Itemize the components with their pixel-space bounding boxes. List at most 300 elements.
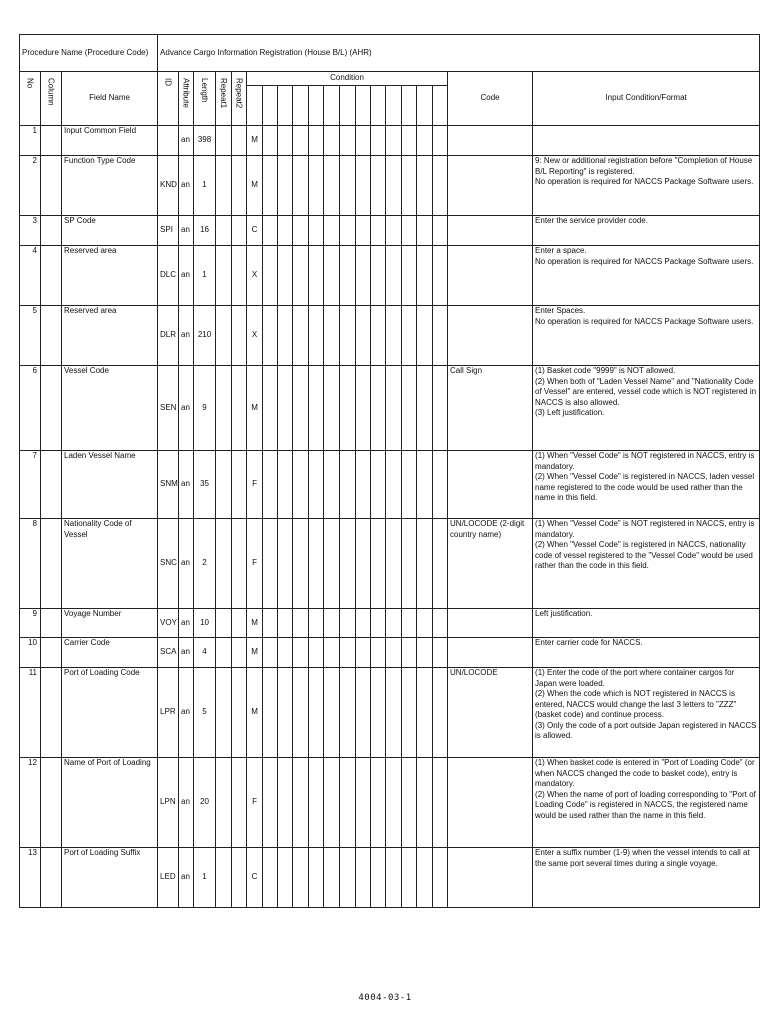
- input-condition-format: [533, 366, 760, 451]
- field-length: 2: [194, 519, 216, 609]
- condition-cell: [324, 451, 340, 519]
- input-condition-format: [533, 668, 760, 758]
- format-line: No operation is required for NACCS Package Software users.: [535, 177, 754, 186]
- condition-cell: [386, 848, 402, 908]
- repeat1-cell: [216, 638, 232, 668]
- condition-cell: [356, 156, 371, 216]
- condition-cell: [402, 848, 417, 908]
- field-spec-table: [19, 34, 760, 908]
- condition-value: M: [247, 668, 263, 758]
- table-row: [20, 156, 760, 216]
- condition-cell: [278, 668, 293, 758]
- condition-cell: [340, 246, 356, 306]
- repeat2-cell: [232, 668, 247, 758]
- condition-cell: [324, 758, 340, 848]
- field-length: 35: [194, 451, 216, 519]
- row-number: 8: [20, 519, 41, 609]
- format-line: (2) When "Vessel Code" is registered in NACCS, nationality code of vessel registered to the "Vessel Code" would be used rather than the code in this field.: [535, 540, 753, 570]
- field-id: [158, 126, 179, 156]
- column-cell: [41, 758, 62, 848]
- repeat2-cell: [232, 306, 247, 366]
- field-id: SNM: [158, 451, 179, 519]
- condition-cell: [371, 451, 386, 519]
- condition-cell: [324, 126, 340, 156]
- condition-cell: [293, 758, 309, 848]
- condition-cell: [263, 366, 278, 451]
- field-attribute: an: [179, 609, 194, 638]
- column-cell: [41, 519, 62, 609]
- table-row: [20, 306, 760, 366]
- condition-cell: [371, 246, 386, 306]
- condition-cell: [417, 366, 433, 451]
- condition-cell: [309, 848, 324, 908]
- condition-cell: [340, 848, 356, 908]
- row-number: 7: [20, 451, 41, 519]
- column-cell: [41, 638, 62, 668]
- row-number: 12: [20, 758, 41, 848]
- condition-cell: [278, 366, 293, 451]
- condition-cell: [340, 126, 356, 156]
- condition-cell: [356, 246, 371, 306]
- code-cell: [448, 609, 533, 638]
- field-length: 1: [194, 156, 216, 216]
- condition-value: F: [247, 758, 263, 848]
- input-condition-format: [533, 519, 760, 609]
- condition-cell: [309, 609, 324, 638]
- repeat1-cell: [216, 848, 232, 908]
- condition-cell: [371, 609, 386, 638]
- page-number: 4004-03-1: [358, 993, 412, 1003]
- table-row: [20, 451, 760, 519]
- row-number: 5: [20, 306, 41, 366]
- repeat2-cell: [232, 758, 247, 848]
- col-header-input-condition: Input Condition/Format: [533, 72, 760, 126]
- condition-cell: [293, 668, 309, 758]
- condition-cell: [356, 668, 371, 758]
- table-row: [20, 246, 760, 306]
- table-row: [20, 609, 760, 638]
- column-cell: [41, 848, 62, 908]
- col-header-field-name: Field Name: [62, 72, 158, 126]
- condition-value: M: [247, 126, 263, 156]
- condition-cell: [433, 246, 448, 306]
- field-length: 1: [194, 246, 216, 306]
- condition-cell: [386, 519, 402, 609]
- table-row: [20, 638, 760, 668]
- field-id: SCA: [158, 638, 179, 668]
- input-condition-format: [533, 451, 760, 519]
- repeat2-cell: [232, 126, 247, 156]
- condition-cell: [386, 609, 402, 638]
- format-line: 9: New or additional registration before "Completion of House B/L Reporting" is registered.: [535, 156, 753, 176]
- table-row: [20, 366, 760, 451]
- code-cell: [448, 156, 533, 216]
- condition-cell: [386, 126, 402, 156]
- condition-cell: [371, 366, 386, 451]
- condition-cell: [371, 758, 386, 848]
- condition-cell: [386, 668, 402, 758]
- format-line: (2) When both of "Laden Vessel Name" and "Nationality Code of Vessel" are entered, vessel code which is NOT registered in NACCS is also allowed.: [535, 376, 757, 407]
- condition-cell: [402, 519, 417, 609]
- condition-cell: [309, 638, 324, 668]
- condition-cell: [309, 306, 324, 366]
- repeat2-cell: [232, 848, 247, 908]
- condition-cell: [371, 126, 386, 156]
- field-name: Function Type Code: [62, 156, 158, 216]
- condition-cell: [278, 519, 293, 609]
- row-number: 2: [20, 156, 41, 216]
- procedure-value: Advance Cargo Information Registration (House B/L) (AHR): [158, 35, 760, 72]
- condition-cell: [278, 156, 293, 216]
- condition-cell: [324, 156, 340, 216]
- field-attribute: an: [179, 638, 194, 668]
- condition-cell: [356, 519, 371, 609]
- condition-cell: [309, 156, 324, 216]
- condition-cell: [340, 156, 356, 216]
- format-line: Enter a suffix number (1-9) when the vessel intends to call at the same port several times during a single voyage.: [535, 848, 750, 868]
- col-header-no: No: [20, 72, 41, 126]
- condition-cell: [293, 609, 309, 638]
- format-line: Enter Spaces.: [535, 306, 586, 315]
- column-cell: [41, 451, 62, 519]
- table-row: [20, 216, 760, 246]
- condition-cell: [433, 519, 448, 609]
- condition-value: M: [247, 156, 263, 216]
- condition-cell: [263, 668, 278, 758]
- repeat1-cell: [216, 246, 232, 306]
- condition-cell: [417, 246, 433, 306]
- condition-cell: [386, 758, 402, 848]
- field-length: 210: [194, 306, 216, 366]
- condition-cell: [417, 848, 433, 908]
- condition-cell: [324, 848, 340, 908]
- table-row: [20, 519, 760, 609]
- condition-cell: [356, 216, 371, 246]
- format-line: (2) When the name of port of loading corresponding to "Port of Loading Code" is registered in NACCS, the registered name would be used rather than the name in this field.: [535, 789, 756, 820]
- field-id: KND: [158, 156, 179, 216]
- col-header-id: ID: [158, 72, 179, 126]
- condition-cell: [293, 216, 309, 246]
- field-attribute: an: [179, 519, 194, 609]
- row-number: 9: [20, 609, 41, 638]
- field-name: Laden Vessel Name: [62, 451, 158, 519]
- code-cell: [448, 638, 533, 668]
- condition-cell: [293, 246, 309, 306]
- condition-cell: [417, 126, 433, 156]
- condition-cell: [309, 758, 324, 848]
- condition-cell: [371, 638, 386, 668]
- condition-cell: [324, 609, 340, 638]
- field-length: 4: [194, 638, 216, 668]
- condition-cell: [371, 306, 386, 366]
- field-attribute: an: [179, 126, 194, 156]
- field-id: SPI: [158, 216, 179, 246]
- field-id: SNC: [158, 519, 179, 609]
- condition-cell: [278, 126, 293, 156]
- input-condition-format: [533, 156, 760, 216]
- condition-cell: [433, 638, 448, 668]
- condition-cell: [371, 156, 386, 216]
- condition-cell: [263, 758, 278, 848]
- format-line: (1) Basket code "9999" is NOT allowed.: [535, 366, 676, 375]
- repeat1-cell: [216, 451, 232, 519]
- col-header-code: Code: [448, 72, 533, 126]
- condition-cell: [402, 451, 417, 519]
- field-id: DLC: [158, 246, 179, 306]
- condition-cell: [433, 306, 448, 366]
- repeat2-cell: [232, 609, 247, 638]
- repeat1-cell: [216, 366, 232, 451]
- field-name: Reserved area: [62, 306, 158, 366]
- condition-cell: [263, 156, 278, 216]
- repeat2-cell: [232, 246, 247, 306]
- repeat1-cell: [216, 519, 232, 609]
- format-line: (1) When "Vessel Code" is NOT registered in NACCS, entry is mandatory.: [535, 451, 755, 471]
- field-attribute: an: [179, 366, 194, 451]
- repeat1-cell: [216, 156, 232, 216]
- input-condition-format: [533, 638, 760, 668]
- field-name: SP Code: [62, 216, 158, 246]
- condition-cell: [417, 668, 433, 758]
- input-condition-format: [533, 609, 760, 638]
- condition-cell: [417, 451, 433, 519]
- condition-cell: [324, 246, 340, 306]
- procedure-header-row: [20, 35, 760, 72]
- condition-cell: [293, 848, 309, 908]
- input-condition-format: [533, 848, 760, 908]
- condition-cell: [371, 848, 386, 908]
- specification-document: [19, 34, 757, 908]
- column-cell: [41, 609, 62, 638]
- condition-cell: [356, 609, 371, 638]
- repeat2-cell: [232, 366, 247, 451]
- condition-cell: [402, 306, 417, 366]
- condition-cell: [356, 126, 371, 156]
- input-condition-format: [533, 126, 760, 156]
- condition-cell: [402, 366, 417, 451]
- field-attribute: an: [179, 668, 194, 758]
- col-header-repeat1: Repeat1: [216, 72, 232, 126]
- condition-cell: [417, 609, 433, 638]
- condition-cell: [263, 451, 278, 519]
- field-id: LED: [158, 848, 179, 908]
- field-length: 16: [194, 216, 216, 246]
- condition-cell: [402, 609, 417, 638]
- condition-cell: [263, 638, 278, 668]
- condition-cell: [278, 638, 293, 668]
- condition-cell: [293, 451, 309, 519]
- condition-cell: [340, 638, 356, 668]
- condition-cell: [309, 366, 324, 451]
- condition-value: C: [247, 848, 263, 908]
- condition-cell: [386, 156, 402, 216]
- field-length: 20: [194, 758, 216, 848]
- condition-cell: [433, 126, 448, 156]
- condition-cell: [324, 306, 340, 366]
- condition-cell: [356, 758, 371, 848]
- condition-cell: [340, 216, 356, 246]
- condition-cell: [356, 451, 371, 519]
- condition-cell: [386, 246, 402, 306]
- row-number: 4: [20, 246, 41, 306]
- field-name: Carrier Code: [62, 638, 158, 668]
- condition-cell: [402, 126, 417, 156]
- condition-cell: [309, 126, 324, 156]
- condition-cell: [278, 758, 293, 848]
- table-row: [20, 668, 760, 758]
- condition-cell: [278, 848, 293, 908]
- condition-cell: [371, 668, 386, 758]
- condition-cell: [386, 638, 402, 668]
- repeat2-cell: [232, 519, 247, 609]
- condition-cell: [309, 668, 324, 758]
- condition-value: X: [247, 246, 263, 306]
- condition-cell: [433, 216, 448, 246]
- condition-cell: [417, 306, 433, 366]
- condition-cell: [293, 306, 309, 366]
- condition-cell: [386, 216, 402, 246]
- field-name: Name of Port of Loading: [62, 758, 158, 848]
- field-name: Reserved area: [62, 246, 158, 306]
- condition-cell: [402, 216, 417, 246]
- condition-cell: [263, 848, 278, 908]
- field-attribute: an: [179, 156, 194, 216]
- repeat1-cell: [216, 126, 232, 156]
- field-name: Nationality Code of Vessel: [62, 519, 158, 609]
- code-cell: [448, 848, 533, 908]
- repeat1-cell: [216, 758, 232, 848]
- condition-cell: [340, 306, 356, 366]
- column-cell: [41, 216, 62, 246]
- input-condition-format: [533, 758, 760, 848]
- input-condition-format: [533, 246, 760, 306]
- repeat2-cell: [232, 451, 247, 519]
- condition-cell: [340, 609, 356, 638]
- field-attribute: an: [179, 451, 194, 519]
- condition-cell: [278, 306, 293, 366]
- condition-cell: [324, 519, 340, 609]
- repeat1-cell: [216, 216, 232, 246]
- format-line: (1) When "Vessel Code" is NOT registered in NACCS, entry is mandatory.: [535, 519, 755, 539]
- condition-cell: [433, 609, 448, 638]
- condition-cell: [417, 758, 433, 848]
- condition-cell: [309, 246, 324, 306]
- code-cell: UN/LOCODE: [448, 668, 533, 758]
- condition-cell: [417, 638, 433, 668]
- condition-value: F: [247, 451, 263, 519]
- format-line: No operation is required for NACCS Package Software users.: [535, 256, 754, 266]
- condition-cell: [417, 216, 433, 246]
- field-id: LPR: [158, 668, 179, 758]
- condition-cell: [356, 638, 371, 668]
- condition-cell: [263, 519, 278, 609]
- condition-value: M: [247, 609, 263, 638]
- field-attribute: an: [179, 848, 194, 908]
- condition-cell: [340, 451, 356, 519]
- table-row: [20, 126, 760, 156]
- condition-cell: [433, 758, 448, 848]
- row-number: 13: [20, 848, 41, 908]
- field-attribute: an: [179, 246, 194, 306]
- condition-value: M: [247, 366, 263, 451]
- condition-cell: [293, 156, 309, 216]
- field-attribute: an: [179, 306, 194, 366]
- condition-cell: [356, 366, 371, 451]
- condition-cell: [371, 216, 386, 246]
- condition-cell: [340, 758, 356, 848]
- repeat2-cell: [232, 156, 247, 216]
- condition-cell: [402, 638, 417, 668]
- condition-cell: [278, 246, 293, 306]
- format-line: (3) Left justification.: [535, 408, 605, 417]
- column-cell: [41, 306, 62, 366]
- table-row: [20, 848, 760, 908]
- field-name: Voyage Number: [62, 609, 158, 638]
- condition-cell: [402, 156, 417, 216]
- column-header-row: [20, 72, 760, 86]
- field-length: 9: [194, 366, 216, 451]
- condition-cell: [324, 366, 340, 451]
- field-length: 398: [194, 126, 216, 156]
- format-line: (1) When basket code is entered in "Port of Loading Code" (or when NACCS changed the code to basket code), entry is mandatory.: [535, 758, 755, 788]
- condition-cell: [263, 306, 278, 366]
- condition-cell: [263, 246, 278, 306]
- code-cell: [448, 451, 533, 519]
- col-header-condition: Condition: [247, 72, 448, 86]
- condition-cell: [324, 638, 340, 668]
- condition-cell: [371, 519, 386, 609]
- condition-cell: [293, 638, 309, 668]
- code-cell: UN/LOCODE (2-digit country name): [448, 519, 533, 609]
- condition-value: M: [247, 638, 263, 668]
- condition-cell: [340, 366, 356, 451]
- condition-cell: [386, 451, 402, 519]
- code-cell: Call Sign: [448, 366, 533, 451]
- condition-cell: [402, 758, 417, 848]
- field-length: 10: [194, 609, 216, 638]
- condition-cell: [263, 216, 278, 246]
- column-cell: [41, 156, 62, 216]
- col-header-repeat2: Repeat2: [232, 72, 247, 126]
- col-header-column: Column: [41, 72, 62, 126]
- condition-value: F: [247, 519, 263, 609]
- condition-cell: [309, 216, 324, 246]
- condition-cell: [324, 668, 340, 758]
- condition-cell: [278, 451, 293, 519]
- column-cell: [41, 366, 62, 451]
- field-id: DLR: [158, 306, 179, 366]
- field-length: 1: [194, 848, 216, 908]
- condition-cell: [293, 519, 309, 609]
- format-line: (2) When the code which is NOT registered in NACCS is entered, NACCS would change the last 3 letters to "ZZZ" (basket code) and continue process.: [535, 689, 737, 719]
- repeat1-cell: [216, 609, 232, 638]
- input-condition-format: [533, 306, 760, 366]
- condition-cell: [356, 306, 371, 366]
- condition-cell: [433, 848, 448, 908]
- condition-cell: [433, 366, 448, 451]
- row-number: 1: [20, 126, 41, 156]
- code-cell: [448, 246, 533, 306]
- row-number: 10: [20, 638, 41, 668]
- format-line: (3) Only the code of a port outside Japan registered in NACCS is allowed.: [535, 720, 757, 740]
- condition-cell: [278, 609, 293, 638]
- procedure-label: Procedure Name (Procedure Code): [20, 35, 158, 72]
- condition-cell: [309, 451, 324, 519]
- condition-value: C: [247, 216, 263, 246]
- field-id: VOY: [158, 609, 179, 638]
- condition-cell: [417, 519, 433, 609]
- condition-cell: [278, 216, 293, 246]
